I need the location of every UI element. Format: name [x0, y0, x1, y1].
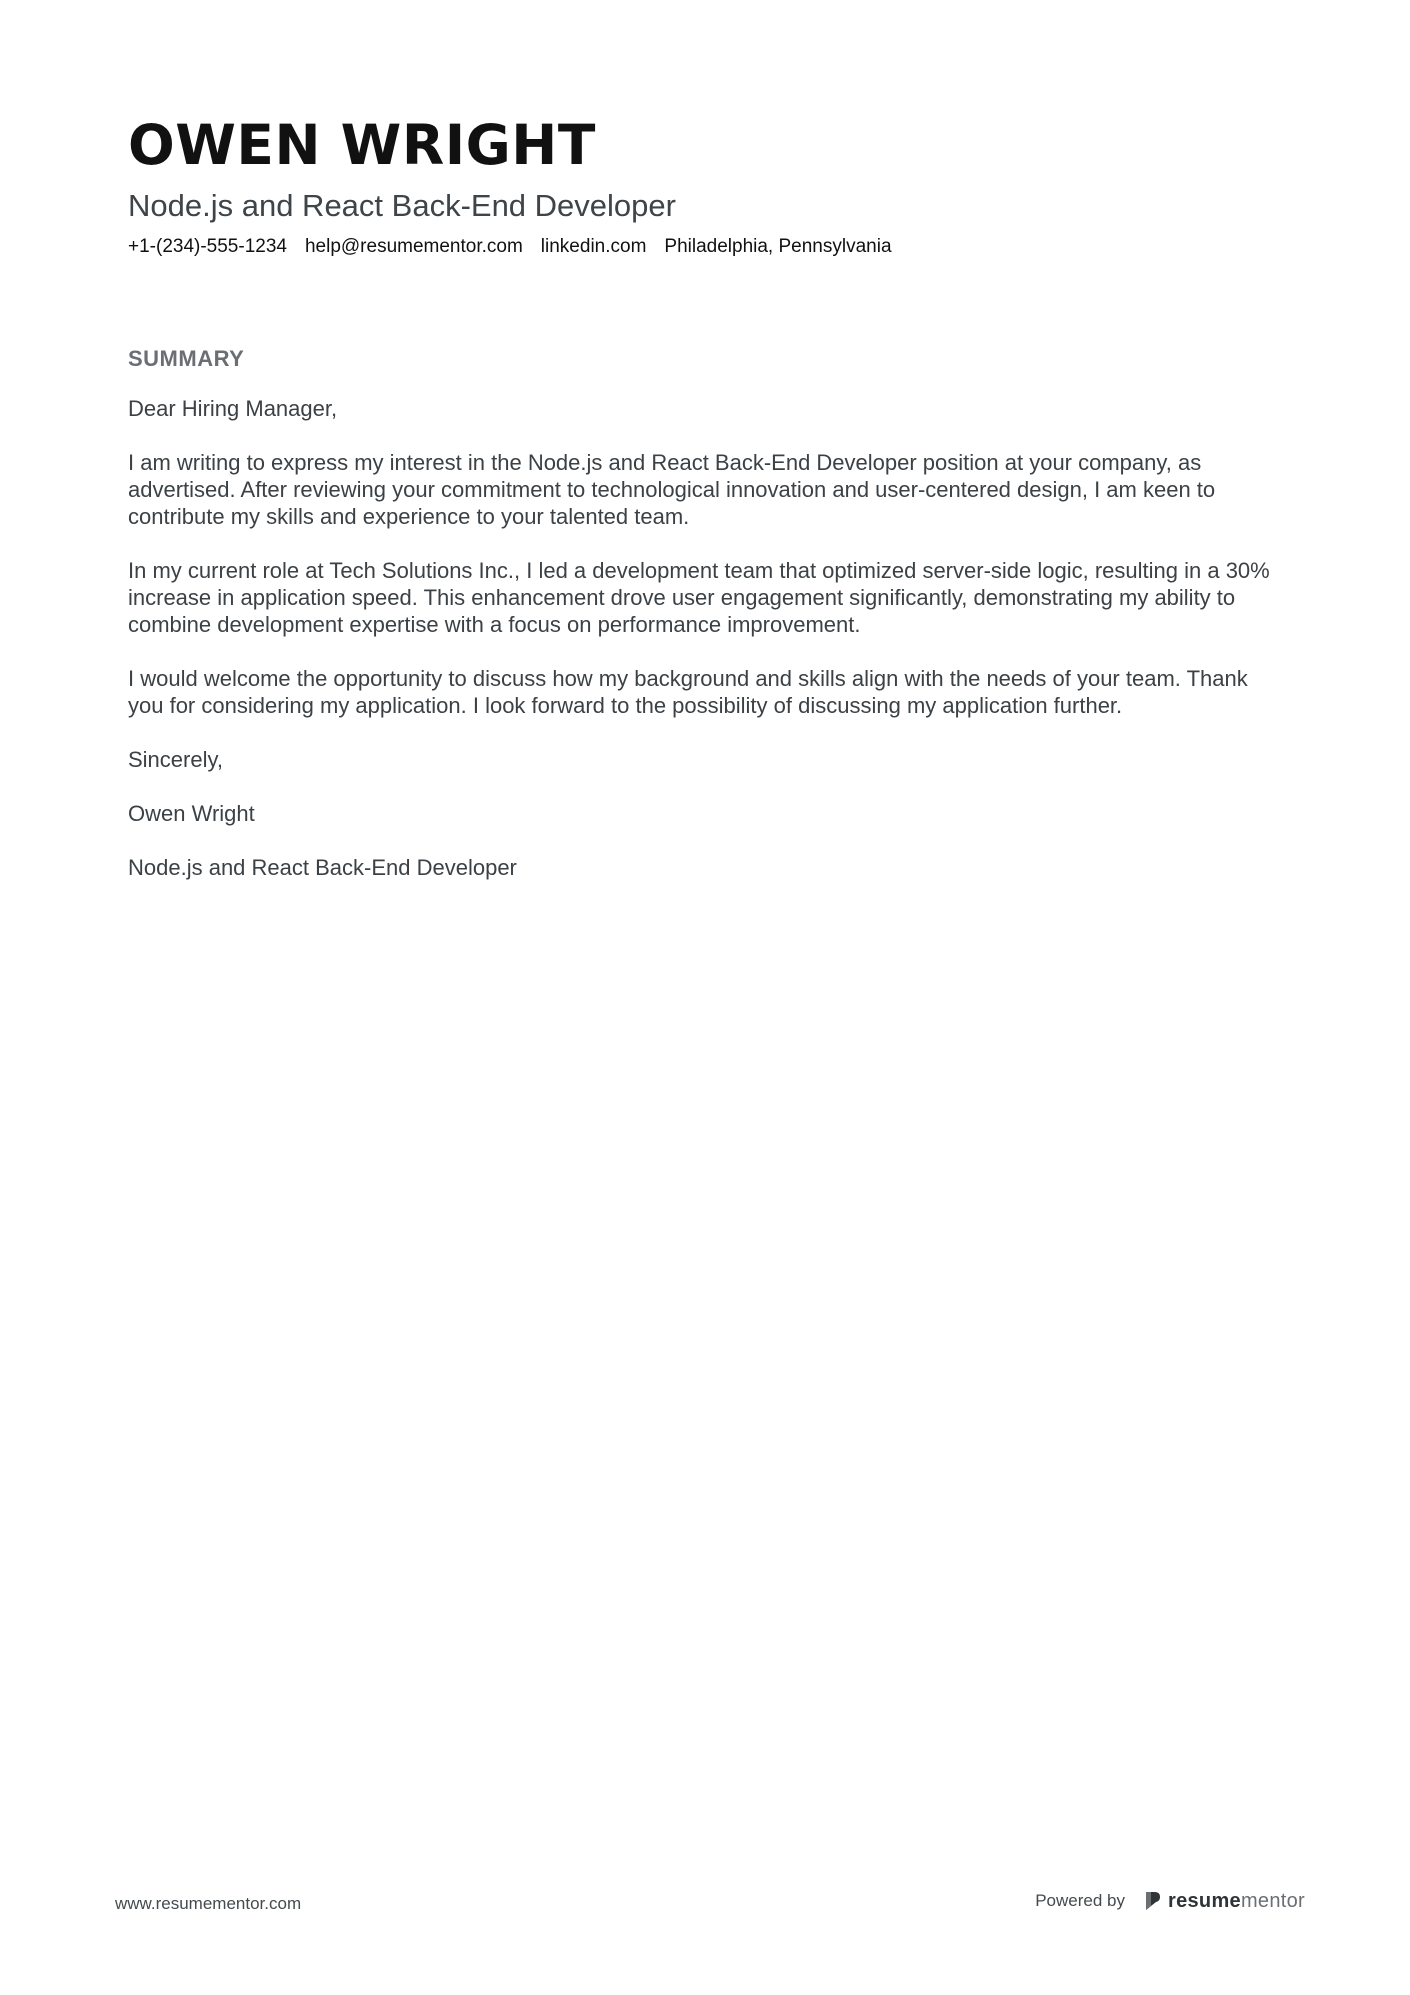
job-title: Node.js and React Back-End Developer: [128, 188, 676, 223]
section-heading: SUMMARY: [128, 346, 245, 371]
letter-body: [128, 395, 1288, 881]
closing: Sincerely,: [128, 747, 223, 772]
letter-paragraph: In my current role at Tech Solutions Inc., I led a development team that optimized server-side logic, resulting in a 30% increase in application speed. This enhancement drove user engagement significantly, demonstrating my ability to combine development expertise with a focus on performance improvement.: [128, 558, 1270, 637]
footer-website: www.resumementor.com: [115, 1894, 302, 1913]
letter-paragraph: I am writing to express my interest in the Node.js and React Back-End Developer position at your company, as advertised. After reviewing your commitment to technological innovation and user-centered design, I am keen to contribute my skills and experience to your talented team.: [128, 450, 1216, 529]
resumementor-logo-icon: [1143, 1890, 1163, 1912]
brand-name-light: mentor: [1240, 1890, 1305, 1912]
signature-title: Node.js and React Back-End Developer: [128, 855, 517, 880]
summary-section: [128, 343, 1288, 908]
contact-phone: +1-(234)-555-1234: [128, 236, 287, 257]
candidate-name: OWEN WRIGHT: [128, 113, 596, 177]
contact-location: Philadelphia, Pennsylvania: [664, 236, 892, 257]
brand-name-strong: resume: [1168, 1890, 1241, 1912]
powered-by-label: Powered by: [1035, 1891, 1125, 1910]
salutation: Dear Hiring Manager,: [128, 396, 338, 421]
powered-by: [1035, 1890, 1305, 1912]
contact-info: [128, 234, 1288, 260]
contact-linkedin: linkedin.com: [540, 236, 647, 257]
header: [128, 112, 1288, 260]
brand-logo: [1143, 1890, 1305, 1912]
signature-name: Owen Wright: [128, 801, 255, 826]
letter-paragraph: I would welcome the opportunity to discuss how my background and skills align with the needs of your team. Thank you for considering my application. I look forward to the possibility of discussing my application further.: [128, 666, 1248, 718]
contact-email: help@resumementor.com: [304, 236, 523, 257]
